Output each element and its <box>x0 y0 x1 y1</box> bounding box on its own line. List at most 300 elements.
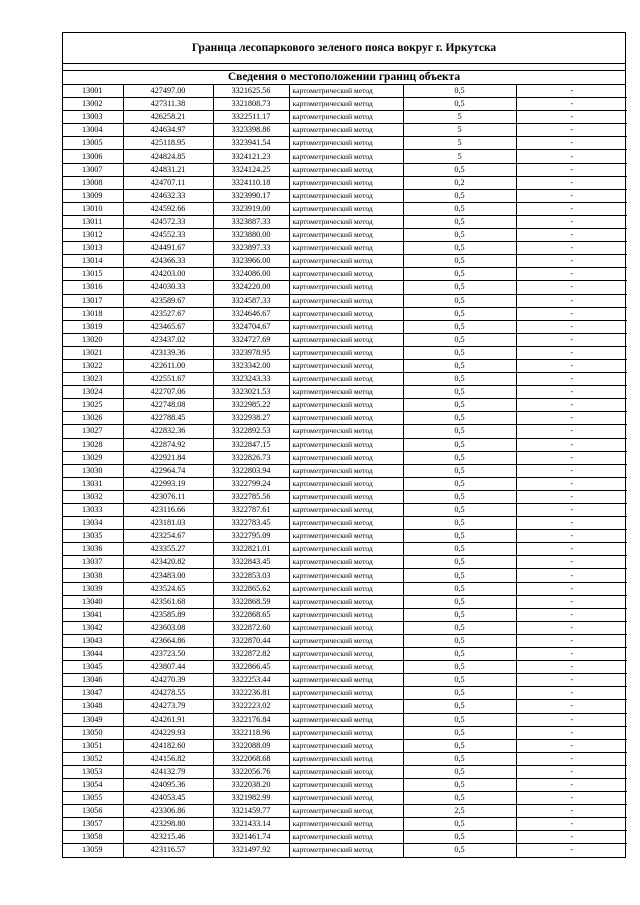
point-id-cell: 13050 <box>63 726 123 739</box>
method-cell: картометрический метод <box>289 490 403 503</box>
method-cell: картометрический метод <box>289 359 403 372</box>
x-coordinate-cell: 422993.19 <box>123 477 213 490</box>
table-row <box>63 137 627 150</box>
accuracy-cell: 0,5 <box>403 268 516 281</box>
table-row <box>63 215 627 228</box>
note-cell: - <box>516 739 627 752</box>
y-coordinate-cell: 3322866.45 <box>213 661 289 674</box>
note-cell: - <box>516 202 627 215</box>
accuracy-cell: 0,5 <box>403 229 516 242</box>
point-id-cell: 13005 <box>63 137 123 150</box>
table-row <box>63 386 627 399</box>
note-cell: - <box>516 281 627 294</box>
method-cell: картометрический метод <box>289 307 403 320</box>
y-coordinate-cell: 3323897.33 <box>213 242 289 255</box>
method-cell: картометрический метод <box>289 268 403 281</box>
x-coordinate-cell: 427497.00 <box>123 85 213 98</box>
accuracy-cell: 0,5 <box>403 831 516 844</box>
note-cell: - <box>516 726 627 739</box>
table-row <box>63 569 627 582</box>
accuracy-cell: 0,5 <box>403 412 516 425</box>
point-id-cell: 13033 <box>63 504 123 517</box>
point-id-cell: 13019 <box>63 320 123 333</box>
accuracy-cell: 0,5 <box>403 778 516 791</box>
point-id-cell: 13055 <box>63 792 123 805</box>
y-coordinate-cell: 3322803.94 <box>213 464 289 477</box>
method-cell: картометрический метод <box>289 124 403 137</box>
point-id-cell: 13054 <box>63 778 123 791</box>
note-cell: - <box>516 98 627 111</box>
point-id-cell: 13031 <box>63 477 123 490</box>
table-row <box>63 412 627 425</box>
note-cell: - <box>516 320 627 333</box>
y-coordinate-cell: 3322843.45 <box>213 556 289 569</box>
note-cell: - <box>516 752 627 765</box>
point-id-cell: 13015 <box>63 268 123 281</box>
accuracy-cell: 0,5 <box>403 373 516 386</box>
note-cell: - <box>516 648 627 661</box>
table-row <box>63 713 627 726</box>
y-coordinate-cell: 3322799.24 <box>213 477 289 490</box>
y-coordinate-cell: 3321808.73 <box>213 98 289 111</box>
note-cell: - <box>516 346 627 359</box>
method-cell: картометрический метод <box>289 818 403 831</box>
x-coordinate-cell: 424278.55 <box>123 687 213 700</box>
note-cell: - <box>516 111 627 124</box>
accuracy-cell: 0,5 <box>403 85 516 98</box>
coordinates-table <box>63 85 627 857</box>
table-row <box>63 687 627 700</box>
note-cell: - <box>516 294 627 307</box>
accuracy-cell: 0,5 <box>403 359 516 372</box>
method-cell: картометрический метод <box>289 543 403 556</box>
x-coordinate-cell: 424572.33 <box>123 215 213 228</box>
y-coordinate-cell: 3323941.54 <box>213 137 289 150</box>
accuracy-cell: 0,5 <box>403 320 516 333</box>
accuracy-cell: 0,5 <box>403 634 516 647</box>
note-cell: - <box>516 85 627 98</box>
note-cell: - <box>516 831 627 844</box>
note-cell: - <box>516 504 627 517</box>
accuracy-cell: 0,5 <box>403 648 516 661</box>
accuracy-cell: 0,5 <box>403 386 516 399</box>
x-coordinate-cell: 423524.65 <box>123 582 213 595</box>
method-cell: картометрический метод <box>289 831 403 844</box>
x-coordinate-cell: 423181.03 <box>123 517 213 530</box>
table-row <box>63 778 627 791</box>
table-row <box>63 739 627 752</box>
table-row <box>63 634 627 647</box>
table-row <box>63 150 627 163</box>
y-coordinate-cell: 3322795.09 <box>213 530 289 543</box>
method-cell: картометрический метод <box>289 765 403 778</box>
note-cell: - <box>516 137 627 150</box>
point-id-cell: 13009 <box>63 189 123 202</box>
note-cell: - <box>516 595 627 608</box>
accuracy-cell: 0,5 <box>403 333 516 346</box>
point-id-cell: 13018 <box>63 307 123 320</box>
section-title: Сведения о местоположении границ объекта <box>63 71 625 85</box>
method-cell: картометрический метод <box>289 412 403 425</box>
point-id-cell: 13016 <box>63 281 123 294</box>
method-cell: картометрический метод <box>289 713 403 726</box>
method-cell: картометрический метод <box>289 556 403 569</box>
table-row <box>63 85 627 98</box>
y-coordinate-cell: 3322865.62 <box>213 582 289 595</box>
y-coordinate-cell: 3324121.23 <box>213 150 289 163</box>
table-row <box>63 556 627 569</box>
x-coordinate-cell: 423561.68 <box>123 595 213 608</box>
y-coordinate-cell: 3321497.92 <box>213 844 289 857</box>
point-id-cell: 13046 <box>63 674 123 687</box>
note-cell: - <box>516 661 627 674</box>
x-coordinate-cell: 423527.67 <box>123 307 213 320</box>
point-id-cell: 13036 <box>63 543 123 556</box>
y-coordinate-cell: 3324704.67 <box>213 320 289 333</box>
accuracy-cell: 0,2 <box>403 176 516 189</box>
point-id-cell: 13045 <box>63 661 123 674</box>
method-cell: картометрический метод <box>289 569 403 582</box>
note-cell: - <box>516 268 627 281</box>
note-cell: - <box>516 608 627 621</box>
accuracy-cell: 0,5 <box>403 425 516 438</box>
accuracy-cell: 0,5 <box>403 294 516 307</box>
method-cell: картометрический метод <box>289 373 403 386</box>
x-coordinate-cell: 424831.21 <box>123 163 213 176</box>
y-coordinate-cell: 3324220.00 <box>213 281 289 294</box>
table-row <box>63 648 627 661</box>
table-row <box>63 359 627 372</box>
method-cell: картометрический метод <box>289 504 403 517</box>
point-id-cell: 13006 <box>63 150 123 163</box>
note-cell: - <box>516 163 627 176</box>
table-row <box>63 268 627 281</box>
y-coordinate-cell: 3322056.76 <box>213 765 289 778</box>
table-row <box>63 517 627 530</box>
note-cell: - <box>516 530 627 543</box>
method-cell: картометрический метод <box>289 752 403 765</box>
y-coordinate-cell: 3323978.95 <box>213 346 289 359</box>
x-coordinate-cell: 424366.33 <box>123 255 213 268</box>
note-cell: - <box>516 189 627 202</box>
point-id-cell: 13051 <box>63 739 123 752</box>
point-id-cell: 13022 <box>63 359 123 372</box>
point-id-cell: 13026 <box>63 412 123 425</box>
accuracy-cell: 0,5 <box>403 438 516 451</box>
note-cell: - <box>516 150 627 163</box>
method-cell: картометрический метод <box>289 176 403 189</box>
accuracy-cell: 0,5 <box>403 543 516 556</box>
accuracy-cell: 0,5 <box>403 765 516 778</box>
y-coordinate-cell: 3321461.74 <box>213 831 289 844</box>
method-cell: картометрический метод <box>289 792 403 805</box>
method-cell: картометрический метод <box>289 346 403 359</box>
point-id-cell: 13048 <box>63 700 123 713</box>
x-coordinate-cell: 423723.50 <box>123 648 213 661</box>
table-row <box>63 320 627 333</box>
x-coordinate-cell: 423603.08 <box>123 621 213 634</box>
x-coordinate-cell: 423483.00 <box>123 569 213 582</box>
table-row <box>63 504 627 517</box>
note-cell: - <box>516 386 627 399</box>
accuracy-cell: 0,5 <box>403 818 516 831</box>
x-coordinate-cell: 426258.21 <box>123 111 213 124</box>
method-cell: картометрический метод <box>289 425 403 438</box>
point-id-cell: 13001 <box>63 85 123 98</box>
x-coordinate-cell: 424552.33 <box>123 229 213 242</box>
table-row <box>63 818 627 831</box>
point-id-cell: 13020 <box>63 333 123 346</box>
table-row <box>63 281 627 294</box>
accuracy-cell: 0,5 <box>403 844 516 857</box>
note-cell: - <box>516 490 627 503</box>
point-id-cell: 13052 <box>63 752 123 765</box>
method-cell: картометрический метод <box>289 438 403 451</box>
note-cell: - <box>516 242 627 255</box>
note-cell: - <box>516 700 627 713</box>
x-coordinate-cell: 424030.33 <box>123 281 213 294</box>
y-coordinate-cell: 3323966.00 <box>213 255 289 268</box>
method-cell: картометрический метод <box>289 281 403 294</box>
note-cell: - <box>516 674 627 687</box>
point-id-cell: 13047 <box>63 687 123 700</box>
table-row <box>63 608 627 621</box>
point-id-cell: 13011 <box>63 215 123 228</box>
y-coordinate-cell: 3321459.77 <box>213 805 289 818</box>
x-coordinate-cell: 424632.33 <box>123 189 213 202</box>
y-coordinate-cell: 3322938.27 <box>213 412 289 425</box>
method-cell: картометрический метод <box>289 661 403 674</box>
note-cell: - <box>516 517 627 530</box>
table-row <box>63 844 627 857</box>
method-cell: картометрический метод <box>289 399 403 412</box>
x-coordinate-cell: 424592.66 <box>123 202 213 215</box>
table-row <box>63 477 627 490</box>
x-coordinate-cell: 424132.79 <box>123 765 213 778</box>
note-cell: - <box>516 255 627 268</box>
note-cell: - <box>516 805 627 818</box>
method-cell: картометрический метод <box>289 530 403 543</box>
method-cell: картометрический метод <box>289 451 403 464</box>
point-id-cell: 13023 <box>63 373 123 386</box>
table-row <box>63 333 627 346</box>
x-coordinate-cell: 423465.67 <box>123 320 213 333</box>
note-cell: - <box>516 569 627 582</box>
x-coordinate-cell: 424273.79 <box>123 700 213 713</box>
method-cell: картометрический метод <box>289 517 403 530</box>
accuracy-cell: 0,5 <box>403 202 516 215</box>
accuracy-cell: 0,5 <box>403 281 516 294</box>
x-coordinate-cell: 424203.00 <box>123 268 213 281</box>
point-id-cell: 13028 <box>63 438 123 451</box>
method-cell: картометрический метод <box>289 242 403 255</box>
point-id-cell: 13014 <box>63 255 123 268</box>
x-coordinate-cell: 423420.82 <box>123 556 213 569</box>
point-id-cell: 13042 <box>63 621 123 634</box>
y-coordinate-cell: 3322787.61 <box>213 504 289 517</box>
note-cell: - <box>516 778 627 791</box>
y-coordinate-cell: 3322511.17 <box>213 111 289 124</box>
note-cell: - <box>516 399 627 412</box>
y-coordinate-cell: 3322892.53 <box>213 425 289 438</box>
table-row <box>63 543 627 556</box>
accuracy-cell: 0,5 <box>403 189 516 202</box>
y-coordinate-cell: 3323243.33 <box>213 373 289 386</box>
note-cell: - <box>516 359 627 372</box>
y-coordinate-cell: 3322253.44 <box>213 674 289 687</box>
x-coordinate-cell: 424182.60 <box>123 739 213 752</box>
method-cell: картометрический метод <box>289 648 403 661</box>
y-coordinate-cell: 3322783.45 <box>213 517 289 530</box>
x-coordinate-cell: 423254.67 <box>123 530 213 543</box>
method-cell: картометрический метод <box>289 778 403 791</box>
table-row <box>63 661 627 674</box>
y-coordinate-cell: 3324587.33 <box>213 294 289 307</box>
note-cell: - <box>516 792 627 805</box>
table-row <box>63 346 627 359</box>
x-coordinate-cell: 424095.36 <box>123 778 213 791</box>
x-coordinate-cell: 422748.08 <box>123 399 213 412</box>
point-id-cell: 13008 <box>63 176 123 189</box>
note-cell: - <box>516 543 627 556</box>
y-coordinate-cell: 3323342.00 <box>213 359 289 372</box>
y-coordinate-cell: 3323880.00 <box>213 229 289 242</box>
y-coordinate-cell: 3324124.25 <box>213 163 289 176</box>
table-row <box>63 726 627 739</box>
note-cell: - <box>516 687 627 700</box>
point-id-cell: 13057 <box>63 818 123 831</box>
y-coordinate-cell: 3322068.68 <box>213 752 289 765</box>
note-cell: - <box>516 477 627 490</box>
x-coordinate-cell: 424634.97 <box>123 124 213 137</box>
note-cell: - <box>516 818 627 831</box>
table-row <box>63 490 627 503</box>
point-id-cell: 13029 <box>63 451 123 464</box>
accuracy-cell: 0,5 <box>403 517 516 530</box>
table-row <box>63 294 627 307</box>
x-coordinate-cell: 423664.86 <box>123 634 213 647</box>
point-id-cell: 13024 <box>63 386 123 399</box>
accuracy-cell: 0,5 <box>403 307 516 320</box>
x-coordinate-cell: 424824.85 <box>123 150 213 163</box>
table-row <box>63 438 627 451</box>
table-row <box>63 242 627 255</box>
x-coordinate-cell: 423116.57 <box>123 844 213 857</box>
method-cell: картометрический метод <box>289 215 403 228</box>
y-coordinate-cell: 3322118.96 <box>213 726 289 739</box>
point-id-cell: 13038 <box>63 569 123 582</box>
y-coordinate-cell: 3324086.00 <box>213 268 289 281</box>
method-cell: картометрический метод <box>289 621 403 634</box>
accuracy-cell: 0,5 <box>403 661 516 674</box>
point-id-cell: 13012 <box>63 229 123 242</box>
point-id-cell: 13044 <box>63 648 123 661</box>
x-coordinate-cell: 423807.44 <box>123 661 213 674</box>
x-coordinate-cell: 422921.84 <box>123 451 213 464</box>
y-coordinate-cell: 3322847.15 <box>213 438 289 451</box>
y-coordinate-cell: 3321982.99 <box>213 792 289 805</box>
y-coordinate-cell: 3324110.18 <box>213 176 289 189</box>
accuracy-cell: 0,5 <box>403 582 516 595</box>
table-row <box>63 595 627 608</box>
table-row <box>63 307 627 320</box>
method-cell: картометрический метод <box>289 333 403 346</box>
point-id-cell: 13056 <box>63 805 123 818</box>
method-cell: картометрический метод <box>289 726 403 739</box>
y-coordinate-cell: 3323990.17 <box>213 189 289 202</box>
table-row <box>63 752 627 765</box>
point-id-cell: 13040 <box>63 595 123 608</box>
accuracy-cell: 0,5 <box>403 399 516 412</box>
y-coordinate-cell: 3322870.44 <box>213 634 289 647</box>
accuracy-cell: 0,5 <box>403 621 516 634</box>
coordinates-table-body <box>63 85 627 857</box>
accuracy-cell: 0,5 <box>403 687 516 700</box>
method-cell: картометрический метод <box>289 595 403 608</box>
table-row <box>63 582 627 595</box>
x-coordinate-cell: 424053.45 <box>123 792 213 805</box>
note-cell: - <box>516 215 627 228</box>
x-coordinate-cell: 422551.67 <box>123 373 213 386</box>
accuracy-cell: 0,5 <box>403 530 516 543</box>
accuracy-cell: 0,5 <box>403 608 516 621</box>
point-id-cell: 13021 <box>63 346 123 359</box>
accuracy-cell: 0,5 <box>403 242 516 255</box>
table-row <box>63 700 627 713</box>
x-coordinate-cell: 425118.95 <box>123 137 213 150</box>
y-coordinate-cell: 3322088.09 <box>213 739 289 752</box>
note-cell: - <box>516 333 627 346</box>
x-coordinate-cell: 424229.93 <box>123 726 213 739</box>
note-cell: - <box>516 124 627 137</box>
method-cell: картометрический метод <box>289 163 403 176</box>
point-id-cell: 13002 <box>63 98 123 111</box>
y-coordinate-cell: 3322826.73 <box>213 451 289 464</box>
y-coordinate-cell: 3322038.20 <box>213 778 289 791</box>
point-id-cell: 13017 <box>63 294 123 307</box>
x-coordinate-cell: 423589.67 <box>123 294 213 307</box>
y-coordinate-cell: 3323887.33 <box>213 215 289 228</box>
point-id-cell: 13039 <box>63 582 123 595</box>
method-cell: картометрический метод <box>289 150 403 163</box>
table-row <box>63 399 627 412</box>
accuracy-cell: 0,5 <box>403 595 516 608</box>
table-row <box>63 124 627 137</box>
accuracy-cell: 0,5 <box>403 215 516 228</box>
x-coordinate-cell: 424270.39 <box>123 674 213 687</box>
method-cell: картометрический метод <box>289 255 403 268</box>
y-coordinate-cell: 3323919.00 <box>213 202 289 215</box>
table-row <box>63 373 627 386</box>
x-coordinate-cell: 423076.11 <box>123 490 213 503</box>
table-row <box>63 255 627 268</box>
x-coordinate-cell: 422964.74 <box>123 464 213 477</box>
accuracy-cell: 0,5 <box>403 346 516 359</box>
y-coordinate-cell: 3322872.60 <box>213 621 289 634</box>
method-cell: картометрический метод <box>289 844 403 857</box>
method-cell: картометрический метод <box>289 320 403 333</box>
note-cell: - <box>516 438 627 451</box>
method-cell: картометрический метод <box>289 85 403 98</box>
method-cell: картометрический метод <box>289 634 403 647</box>
point-id-cell: 13037 <box>63 556 123 569</box>
method-cell: картометрический метод <box>289 98 403 111</box>
point-id-cell: 13035 <box>63 530 123 543</box>
divider <box>63 64 625 71</box>
note-cell: - <box>516 556 627 569</box>
y-coordinate-cell: 3321433.14 <box>213 818 289 831</box>
method-cell: картометрический метод <box>289 582 403 595</box>
